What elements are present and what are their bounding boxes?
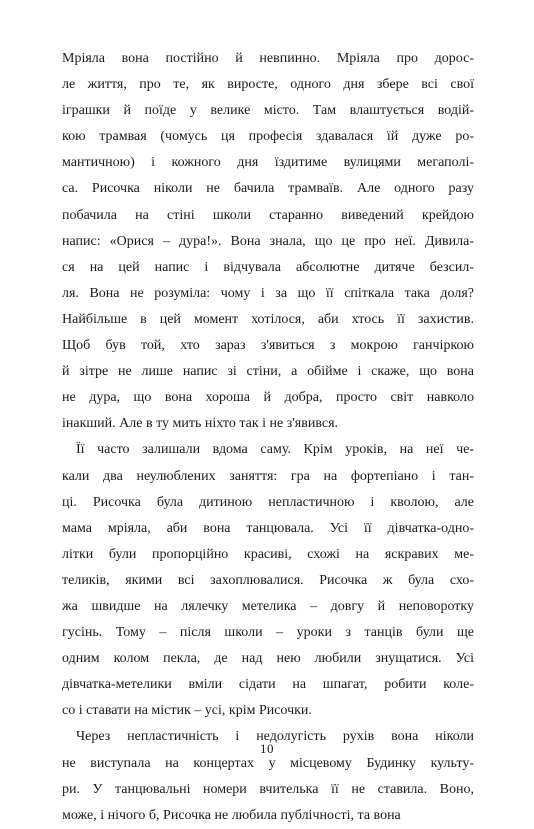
text-line: са. Рисочка ніколи не бачила трамваїв. Але одного разу <box>62 181 474 197</box>
text-line: мама мріяла, аби вона танцювала. Усі її дівчатка-одно- <box>62 520 474 536</box>
text-line: Через непластичність і недолугість рухів вона ніколи <box>76 729 474 745</box>
text-line: Мріяла вона постійно й невпинно. Мріяла про дорос- <box>62 51 474 66</box>
text-line: со і ставати на містик – усі, крім Рисочки. <box>62 703 312 719</box>
text-line: може, і нічого б, Рисочка не любила публічності, та вона <box>62 807 401 823</box>
text-line: кою трамвая (чомусь ця професія здавалася їй дуже ро- <box>62 129 474 145</box>
text-line: ле життя, про те, як виросте, одного дня збере всі свої <box>62 77 474 93</box>
text-line: ля. Вона не розуміла: чому і за що її спіткала така доля? <box>62 285 474 301</box>
text-line: Щоб був той, хто зараз з'явиться з мокрою ганчіркою <box>62 338 474 354</box>
text-line: інакший. Але в ту мить ніхто так і не з'явився. <box>62 416 339 432</box>
text-line: не виступала на концертах у місцевому Будинку культу- <box>62 755 474 771</box>
paragraph <box>62 46 474 437</box>
text-line: побачила на стіні школи старанно виведений крейдою <box>62 207 474 223</box>
text-line: й зітре не лише напис зі стіни, а обійме і скаже, що вона <box>62 364 474 380</box>
text-line: Її часто залишали вдома саму. Крім уроків, на неї че- <box>76 442 474 458</box>
text-line: ся на цей напис і відчувала абсолютне дитяче безсил- <box>62 259 474 275</box>
text-line: дівчатка-метелики вміли сідати на шпагат, робити коле- <box>62 677 474 693</box>
text-line: ці. Рисочка була дитиною непластичною і кволою, але <box>62 494 474 510</box>
text-line: мантичною) і кожного дня їздитиме вулицями мегаполі- <box>62 155 474 171</box>
text-line: напис: «Орися – дура!». Вона знала, що це про неї. Дивила- <box>62 233 474 249</box>
text-line: не дура, що вона хороша й добра, просто світ навколо <box>62 390 474 406</box>
body-text <box>62 46 474 829</box>
text-line: теликів, якими всі захоплювалися. Рисочка ж була схо- <box>62 572 474 588</box>
text-line: Найбільше в цей момент хотілося, аби хтось її захистив. <box>62 311 474 327</box>
text-line: ри. У танцювальні номери вчителька її не ставила. Воно, <box>62 781 474 797</box>
text-line: кали два неулюблених заняття: гра на фортепіано і тан- <box>62 468 474 484</box>
text-line: гусінь. Тому – після школи – уроки з танців були ще <box>62 625 474 641</box>
text-line: жа швидше на лялечку метелика – довгу й неповоротку <box>62 598 474 614</box>
text-line: одним колом пекла, де над нею любили знущатися. Усі <box>62 651 474 667</box>
text-line: літки були пропорційно красиві, схожі на яскравих ме- <box>62 546 474 562</box>
text-line: іграшки й поїде у велике місто. Там влаштується водій- <box>62 103 474 119</box>
page-number: 10 <box>260 741 274 756</box>
paragraph <box>62 437 474 724</box>
